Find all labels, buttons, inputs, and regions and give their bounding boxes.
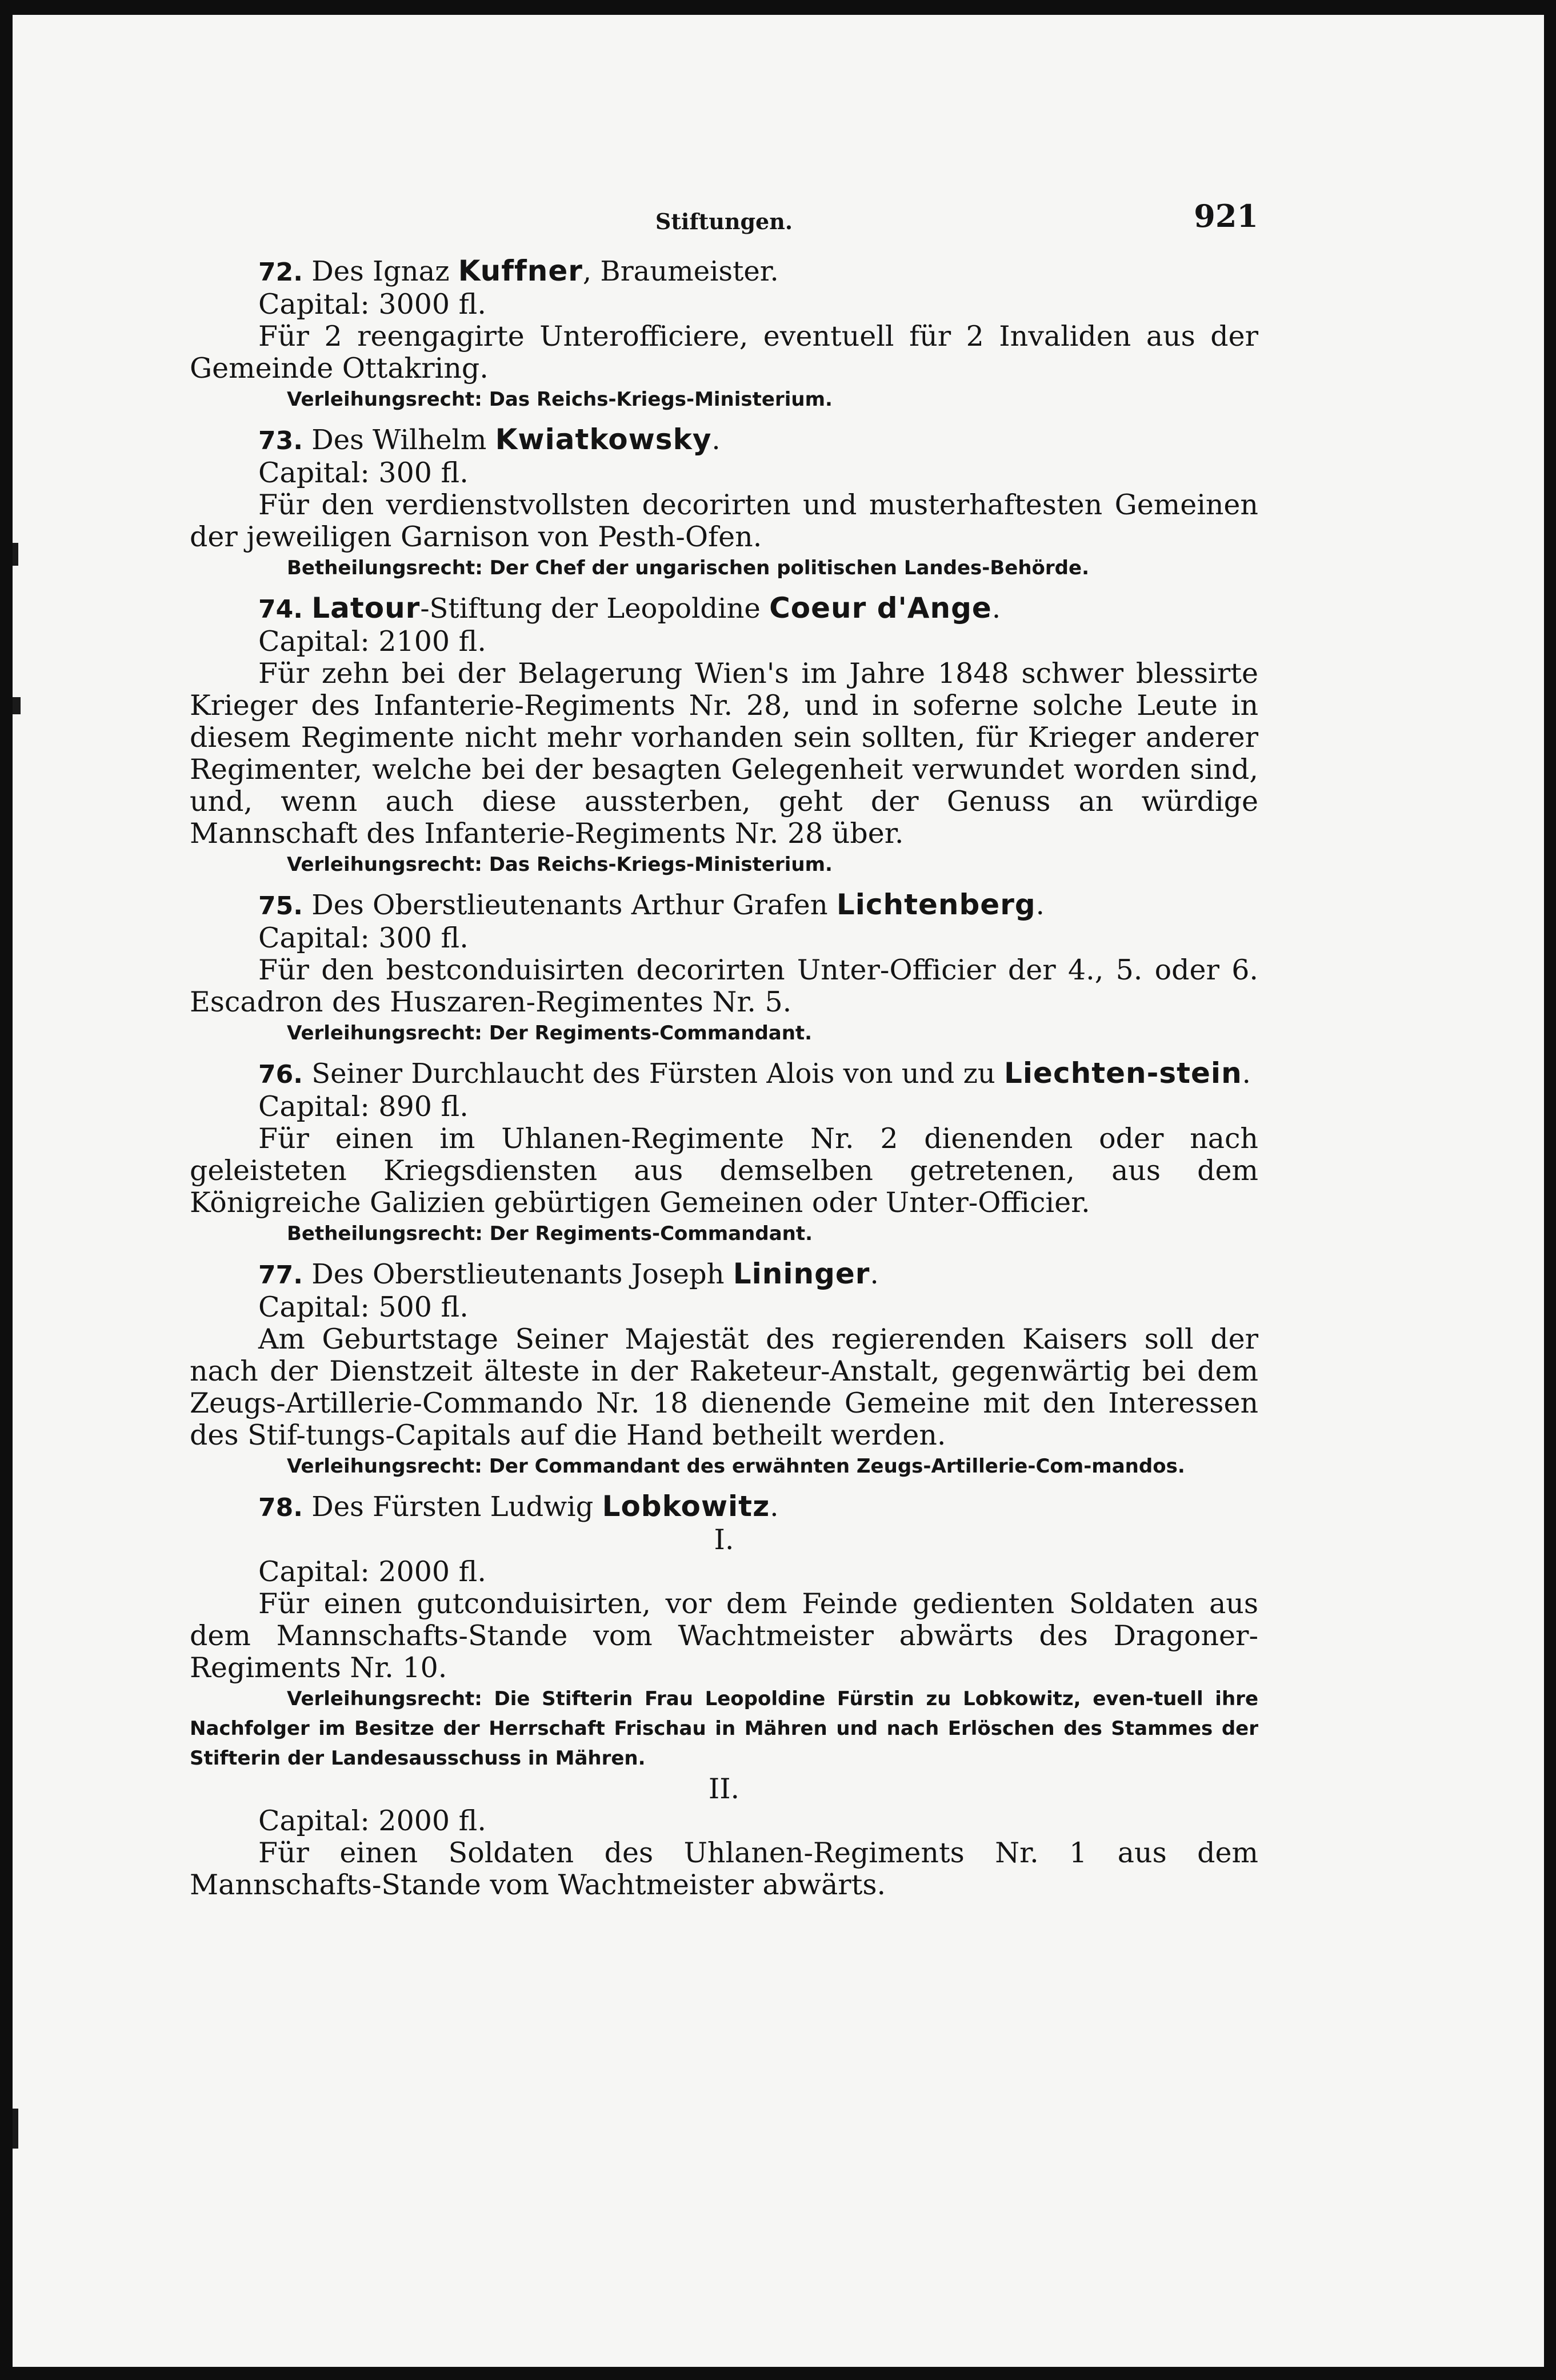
heading-text: . <box>711 424 721 456</box>
entry-body: Für einen im Uhlanen-Regimente Nr. 2 dienenden oder nach geleisteten Kriegsdiensten aus demselben getretenen, aus dem Königreiche Galizien gebürtigen Gemeinen oder Unter-Officier. <box>190 1122 1258 1219</box>
entry-heading <box>190 1057 1258 1091</box>
capital-line: Capital: 2100 fl. <box>258 625 486 658</box>
page-content <box>190 200 1258 1901</box>
entry-heading <box>190 592 1258 626</box>
capital-line: Capital: 300 fl. <box>258 457 469 489</box>
founder-name: Liechten-stein <box>1004 1057 1242 1090</box>
founder-name: Kuffner <box>458 254 583 287</box>
capital-line: Capital: 2000 fl. <box>258 1555 486 1588</box>
rights-line: Betheilungsrecht: Der Regiments-Commandant. <box>287 1222 813 1245</box>
entry-number: 78. <box>258 1493 303 1522</box>
binding-mark <box>13 697 21 714</box>
heading-text: , Braumeister. <box>582 255 779 287</box>
entry-number: 75. <box>258 891 303 921</box>
section-numeral: II. <box>708 1773 740 1805</box>
entry-number: 76. <box>258 1060 303 1089</box>
capital-line: Capital: 3000 fl. <box>258 288 486 321</box>
foundation-entry <box>190 255 1258 414</box>
foundation-entry <box>190 592 1258 879</box>
entry-body: Für einen gutconduisirten, vor dem Feinde gedienten Soldaten aus dem Mannschafts-Stande vom Wachtmeister abwärts des Dragoner-Regiments Nr. 10. <box>190 1587 1258 1684</box>
rights-line: Verleihungsrecht: Der Commandant des erwähnten Zeugs-Artillerie-Com-mandos. <box>287 1455 1185 1478</box>
entry-body: Für den verdienstvollsten decorirten und musterhaftesten Gemeinen der jeweiligen Garnison von Pesth-Ofen. <box>190 489 1258 553</box>
page-number: 921 <box>1194 198 1258 234</box>
entry-number: 74. <box>258 595 303 624</box>
heading-text: . <box>770 1491 779 1523</box>
entry-body: Für zehn bei der Belagerung Wien's im Jahre 1848 schwer blessirte Krieger des Infanterie-Regiments Nr. 28, und in soferne solche Leute in diesem Regimente nicht mehr vorhanden sein sollten, für Krieger anderer Regimenter, welche bei der besagten Gelegenheit verwundet worden sind, und, wenn auch diese aussterben, geht der Genuss an würdige Mannschaft des Infanterie-Regiments Nr. 28 über. <box>190 657 1258 850</box>
entry-number: 77. <box>258 1261 303 1290</box>
rights-line: Verleihungsrecht: Der Regiments-Commandant. <box>287 1022 813 1045</box>
foundation-entry <box>190 889 1258 1048</box>
capital-line: Capital: 300 fl. <box>258 922 469 954</box>
founder-name: Lininger <box>733 1257 870 1290</box>
founder-name: Coeur d'Ange <box>769 591 992 625</box>
rights-line: Verleihungsrecht: Das Reichs-Kriegs-Ministerium. <box>287 388 833 411</box>
founder-name: Lobkowitz <box>602 1490 770 1523</box>
founder-name: Kwiatkowsky <box>495 423 712 456</box>
heading-text: Des Wilhelm <box>302 424 495 456</box>
capital-line: Capital: 2000 fl. <box>258 1805 486 1837</box>
capital-line: Capital: 500 fl. <box>258 1291 469 1323</box>
foundation-entry <box>190 1057 1258 1249</box>
heading-text: Des Ignaz <box>302 255 458 287</box>
heading-text: Seiner Durchlaucht des Fürsten Alois von und zu <box>302 1058 1005 1090</box>
foundation-entry <box>190 1258 1258 1481</box>
founder-name: Lichtenberg <box>836 888 1036 921</box>
entry-heading <box>190 423 1258 457</box>
entry-heading <box>190 1258 1258 1291</box>
heading-text: . <box>1242 1058 1251 1090</box>
founder-name: Latour <box>311 591 421 625</box>
binding-mark <box>13 543 18 566</box>
entry-body: Am Geburtstage Seiner Majestät des regierenden Kaisers soll der nach der Dienstzeit älteste in der Raketeur-Anstalt, gegenwärtig bei dem Zeugs-Artillerie-Commando Nr. 18 dienende Gemeine mit den Interessen des Stif-tungs-Capitals auf die Hand betheilt werden. <box>190 1323 1258 1451</box>
heading-text: . <box>991 593 1001 625</box>
entry-number: 72. <box>258 258 303 287</box>
heading-text: . <box>1035 889 1045 921</box>
entry-heading <box>190 255 1258 289</box>
section-numeral: I. <box>714 1523 734 1556</box>
foundation-entry <box>190 1490 1258 1901</box>
capital-line: Capital: 890 fl. <box>258 1090 469 1123</box>
rights-line: Verleihungsrecht: Das Reichs-Kriegs-Ministerium. <box>287 853 833 876</box>
binding-mark <box>13 2109 18 2149</box>
entry-body: Für einen Soldaten des Uhlanen-Regiments Nr. 1 aus dem Mannschafts-Stande vom Wachtmeister abwärts. <box>190 1837 1258 1901</box>
entry-heading <box>190 1490 1258 1524</box>
heading-text: Des Fürsten Ludwig <box>302 1491 602 1523</box>
entry-heading <box>190 889 1258 922</box>
running-header <box>190 200 1258 246</box>
entry-body: Für den bestconduisirten decorirten Unter-Officier der 4., 5. oder 6. Escadron des Huszaren-Regimentes Nr. 5. <box>190 954 1258 1018</box>
entry-body: Für 2 reengagirte Unterofficiere, eventuell für 2 Invaliden aus der Gemeinde Ottakring. <box>190 320 1258 385</box>
heading-text: Des Oberstlieutenants Joseph <box>302 1258 733 1290</box>
foundation-entry <box>190 423 1258 583</box>
heading-text: -Stiftung der Leopoldine <box>420 593 770 625</box>
rights-line: Betheilungsrecht: Der Chef der ungarischen politischen Landes-Behörde. <box>287 557 1089 579</box>
heading-text: Des Oberstlieutenants Arthur Grafen <box>302 889 837 921</box>
rights-line: Verleihungsrecht: Die Stifterin Frau Leopoldine Fürstin zu Lobkowitz, even-tuell ihre Nachfolger im Besitze der Herrschaft Frischau in Mähren und nach Erlöschen des Stammes der Stifterin der Landesausschuss in Mähren. <box>190 1687 1258 1770</box>
heading-text: . <box>870 1258 879 1290</box>
running-title: Stiftungen. <box>655 209 793 234</box>
entry-number: 73. <box>258 426 303 455</box>
